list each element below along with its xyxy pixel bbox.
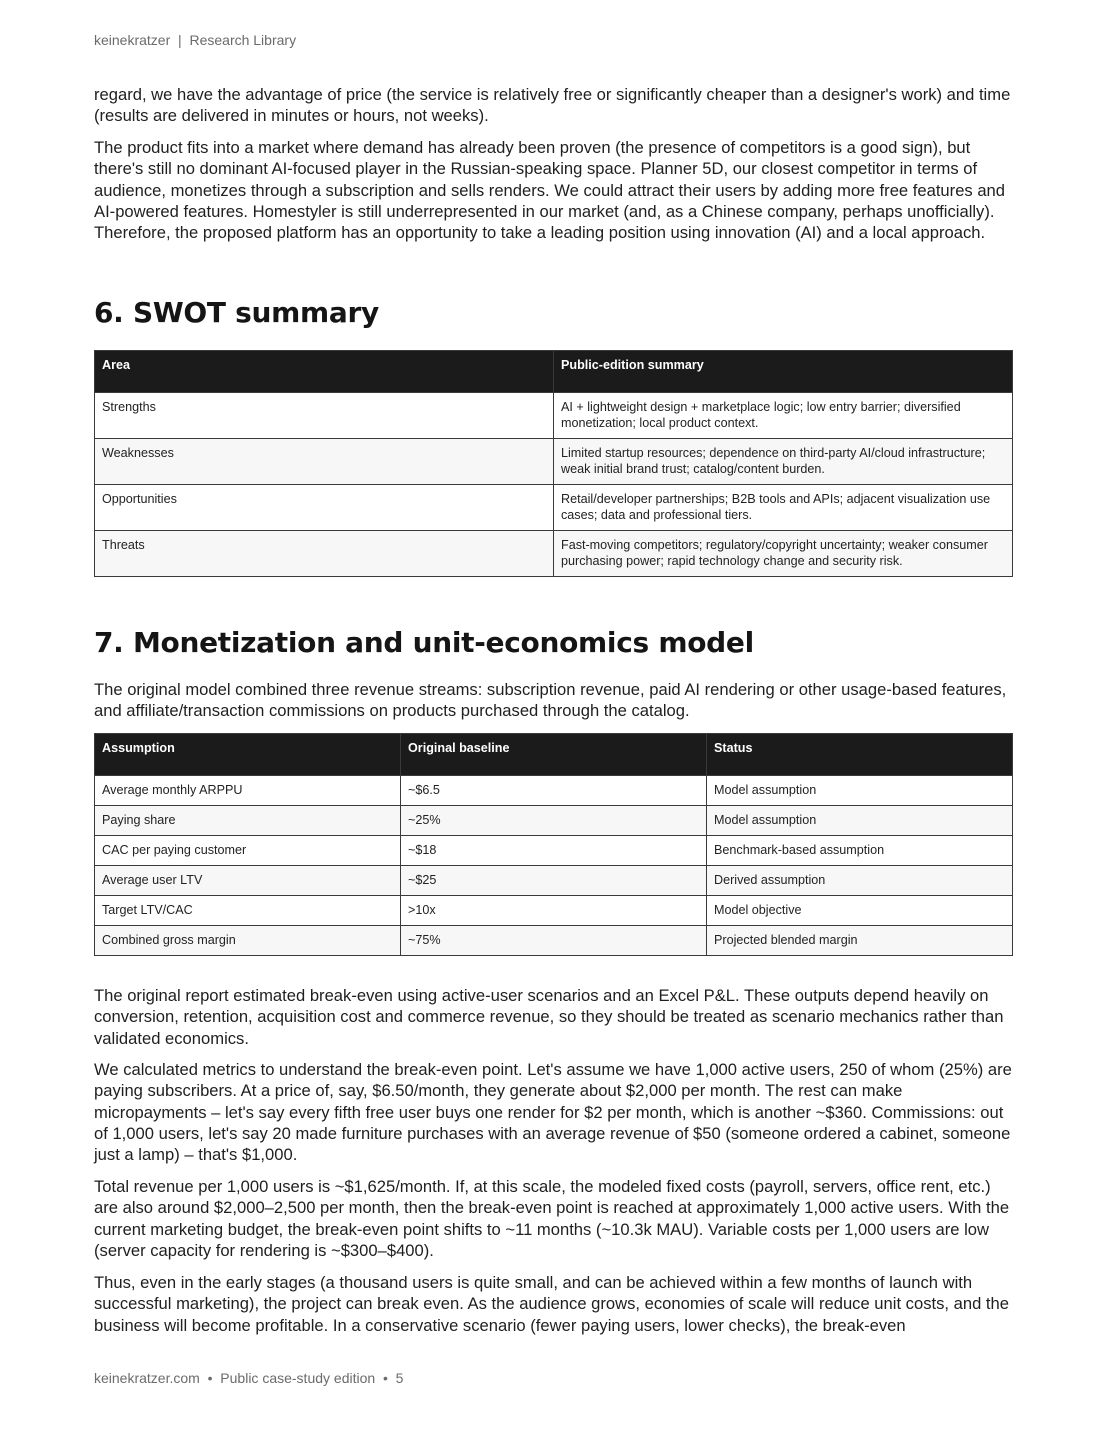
page-header xyxy=(94,32,296,48)
footer-site: keinekratzer.com xyxy=(94,1370,200,1386)
column-header: Original baseline xyxy=(401,734,707,776)
table-cell: >10x xyxy=(401,896,707,926)
paragraph: We calculated metrics to understand the break-even point. Let's assume we have 1,000 active users, 250 of whom (25%) are paying subscribers. At a price of, say, $6.50/month, they generate about $2,000 per month. The rest can make micropayments – let's say every fifth free user buys one render for $2 per month, which is another ~$360. Commissions: out of 1,000 users, let's say 20 made furniture purchases with an average revenue of $50 (someone ordered a cabinet, someone just a lamp) – that's $1,000. xyxy=(94,1060,1012,1165)
table-cell: Paying share xyxy=(95,806,401,836)
table-cell: Threats xyxy=(95,531,554,577)
table-row xyxy=(95,439,1013,485)
table-cell: ~$18 xyxy=(401,836,707,866)
paragraph: The original model combined three revenue streams: subscription revenue, paid AI rendering or other usage-based features, and affiliate/transaction commissions on products purchased through the catalog. xyxy=(94,680,1007,721)
swot-table xyxy=(94,350,1013,577)
table-row xyxy=(95,393,1013,439)
paragraph: Thus, even in the early stages (a thousand users is quite small, and can be achieved within a few months of launch with successful marketing), the project can break even. As the audience grows, economies of scale will reduce unit costs, and the business will become profitable. In a conservative scenario (fewer paying users, lower checks), the break-even xyxy=(94,1273,1009,1335)
table-cell: Derived assumption xyxy=(707,866,1013,896)
table-cell: Limited startup resources; dependence on third-party AI/cloud infrastructure; weak initial brand trust; catalog/content burden. xyxy=(554,439,1013,485)
header-brand: keinekratzer xyxy=(94,32,171,48)
header-separator: | xyxy=(178,32,182,48)
table-cell: Model assumption xyxy=(707,776,1013,806)
table-cell: Strengths xyxy=(95,393,554,439)
footer-edition: Public case-study edition xyxy=(220,1370,376,1386)
table-cell: Model assumption xyxy=(707,806,1013,836)
table-row xyxy=(95,926,1013,956)
table-cell: Average user LTV xyxy=(95,866,401,896)
table-row xyxy=(95,485,1013,531)
table-cell: Projected blended margin xyxy=(707,926,1013,956)
table-cell: CAC per paying customer xyxy=(95,836,401,866)
table-row xyxy=(95,836,1013,866)
table-cell: AI + lightweight design + marketplace logic; low entry barrier; diversified monetization; local product context. xyxy=(554,393,1013,439)
table-row xyxy=(95,866,1013,896)
column-header: Area xyxy=(95,351,554,393)
table-cell: ~75% xyxy=(401,926,707,956)
table-row xyxy=(95,531,1013,577)
table-header-row xyxy=(95,734,1013,776)
table-cell: Fast-moving competitors; regulatory/copyright uncertainty; weaker consumer purchasing power; rapid technology change and security risk. xyxy=(554,531,1013,577)
table-cell: ~$25 xyxy=(401,866,707,896)
paragraph: regard, we have the advantage of price (the service is relatively free or significantly cheaper than a designer's work) and time (results are delivered in minutes or hours, not weeks). xyxy=(94,85,1011,126)
section-heading-monetization: 7. Monetization and unit-economics model xyxy=(94,626,754,659)
table-row xyxy=(95,776,1013,806)
table-cell: Benchmark-based assumption xyxy=(707,836,1013,866)
table-cell: ~$6.5 xyxy=(401,776,707,806)
footer-bullet: • xyxy=(382,1370,388,1386)
table-cell: Opportunities xyxy=(95,485,554,531)
table-cell: Weaknesses xyxy=(95,439,554,485)
column-header: Status xyxy=(707,734,1013,776)
table-cell: Combined gross margin xyxy=(95,926,401,956)
header-section: Research Library xyxy=(189,32,297,48)
page-footer xyxy=(94,1370,403,1386)
table-row xyxy=(95,896,1013,926)
table-cell: Model objective xyxy=(707,896,1013,926)
table-row xyxy=(95,806,1013,836)
paragraph: The original report estimated break-even using active-user scenarios and an Excel P&L. These outputs depend heavily on conversion, retention, acquisition cost and commerce revenue, so they should be treated as scenario mechanics rather than validated economics. xyxy=(94,986,1004,1048)
assumptions-table xyxy=(94,733,1013,956)
section-heading-swot: 6. SWOT summary xyxy=(94,296,379,329)
table-cell: Target LTV/CAC xyxy=(95,896,401,926)
table-cell: Average monthly ARPPU xyxy=(95,776,401,806)
table-header-row xyxy=(95,351,1013,393)
table-cell: Retail/developer partnerships; B2B tools and APIs; adjacent visualization use cases; data and professional tiers. xyxy=(554,485,1013,531)
column-header: Assumption xyxy=(95,734,401,776)
table-cell: ~25% xyxy=(401,806,707,836)
paragraph: The product fits into a market where demand has already been proven (the presence of competitors is a good sign), but there's still no dominant AI-focused player in the Russian-speaking space. Planner 5D, our closest competitor in terms of audience, monetizes through a subscription and sells renders. We could attract their users by adding more free features and AI-powered features. Homestyler is still underrepresented in our market (and, as a Chinese company, perhaps unofficially). Therefore, the proposed platform has an opportunity to take a leading position using innovation (AI) and a local approach. xyxy=(94,138,1006,243)
paragraph: Total revenue per 1,000 users is ~$1,625/month. If, at this scale, the modeled fixed costs (payroll, servers, office rent, etc.) are also around $2,000–2,500 per month, then the break-even point is reached at approximately 1,000 active users. With the current marketing budget, the break-even point shifts to ~11 months (~10.3k MAU). Variable costs per 1,000 users are low (server capacity for rendering is ~$300–$400). xyxy=(94,1177,1010,1260)
page-number: 5 xyxy=(395,1370,404,1386)
footer-bullet: • xyxy=(207,1370,213,1386)
column-header: Public-edition summary xyxy=(554,351,1013,393)
